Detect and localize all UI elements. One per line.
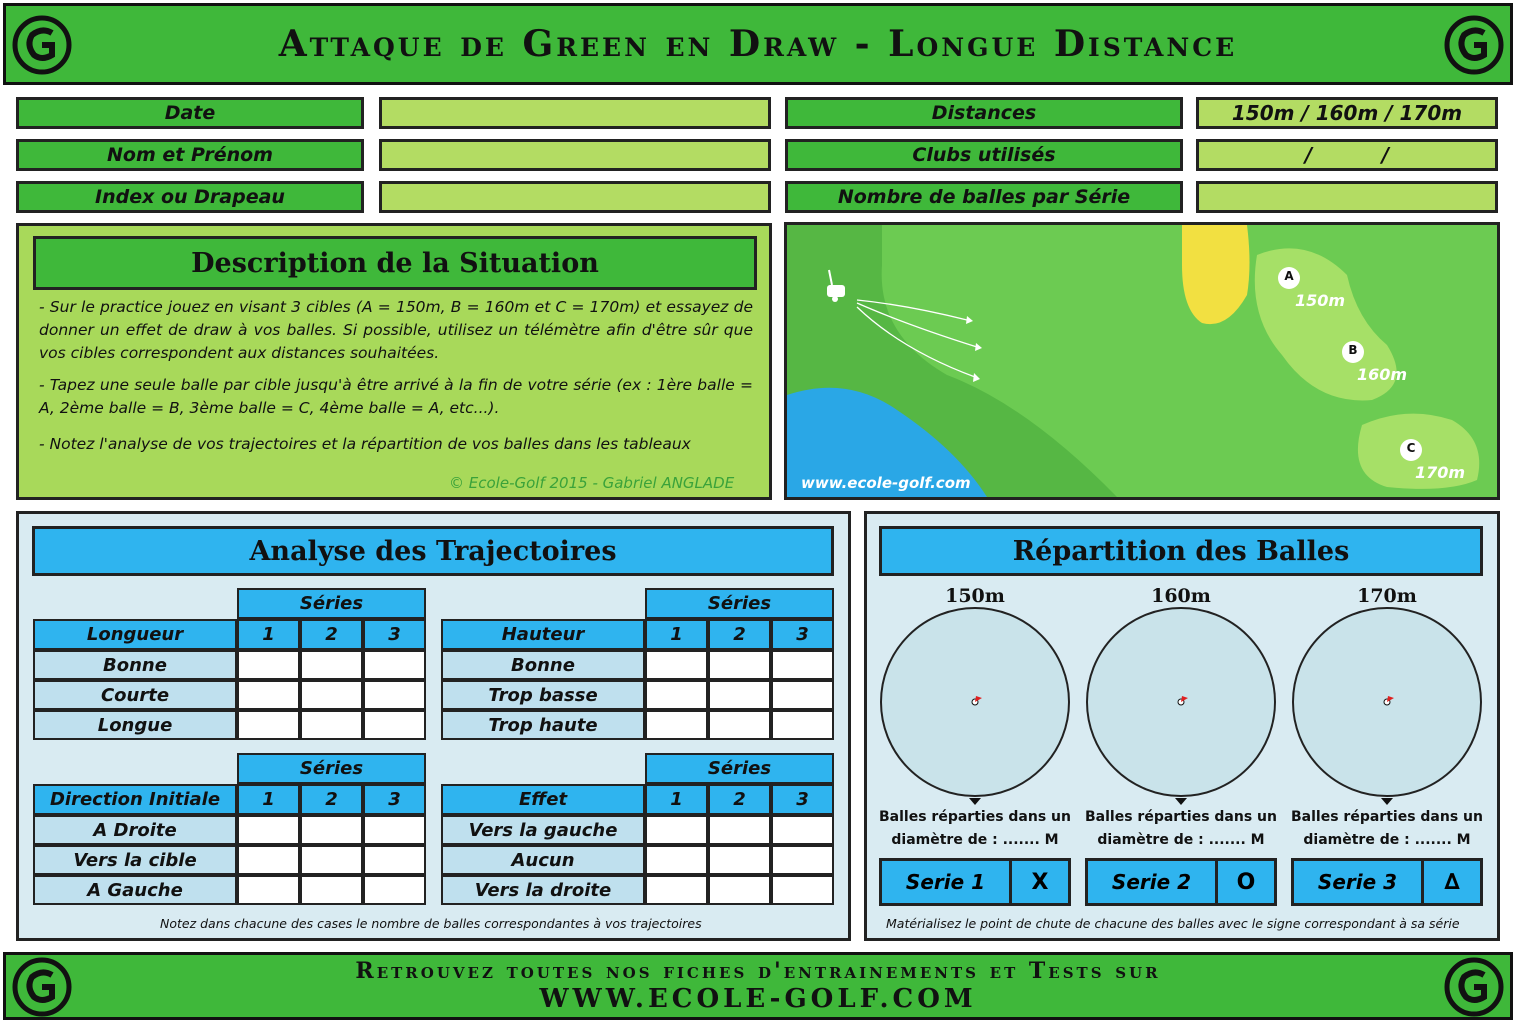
diameter-caption-line: diamètre de : ....... M [1097, 832, 1265, 848]
copyright-credit: © Ecole-Golf 2015 - Gabriel ANGLADE [449, 474, 735, 492]
tally-input-cell[interactable] [300, 680, 363, 710]
tally-input-cell[interactable] [771, 815, 834, 845]
diameter-caption [1287, 806, 1487, 852]
series-column-header: 3 [363, 784, 426, 815]
table-row-label: Vers la droite [441, 875, 645, 905]
tally-input-cell[interactable] [708, 680, 771, 710]
tally-input-cell[interactable] [237, 680, 300, 710]
series-symbol: ∆ [1444, 869, 1460, 895]
diameter-caption-line: Balles réparties dans un [1291, 809, 1483, 825]
tally-input-cell[interactable] [237, 815, 300, 845]
course-map-drawing [787, 225, 1497, 497]
landing-target-circle[interactable] [1081, 607, 1281, 807]
table-row-label: A Gauche [33, 875, 237, 905]
tally-input-cell[interactable] [645, 710, 708, 740]
series-column-header: 2 [300, 784, 363, 815]
table-header: Direction Initiale [33, 784, 237, 815]
tally-input-cell[interactable] [300, 845, 363, 875]
series-column-header: 3 [363, 619, 426, 650]
tally-input-cell[interactable] [363, 650, 426, 680]
landing-target-circle[interactable] [1287, 607, 1487, 807]
table-row-label: Trop basse [441, 680, 645, 710]
tally-input-cell[interactable] [363, 815, 426, 845]
tally-input-cell[interactable] [771, 650, 834, 680]
name-label: Nom et Prénom [16, 139, 364, 171]
table-row-label: Trop haute [441, 710, 645, 740]
tally-input-cell[interactable] [708, 650, 771, 680]
repartition-note: Matérialisez le point de chute de chacune des balles avec le signe correspondant à sa série [886, 916, 1460, 931]
series-column-header: 2 [708, 784, 771, 815]
target-distance-label: 170m [1357, 585, 1417, 607]
tally-input-cell[interactable] [771, 680, 834, 710]
tally-input-cell[interactable] [300, 875, 363, 905]
series-header: Séries [645, 753, 834, 784]
table-row-label: Aucun [441, 845, 645, 875]
series-header: Séries [237, 753, 426, 784]
footer-banner [3, 952, 1513, 1020]
table-row-label: Bonne [33, 650, 237, 680]
tally-input-cell[interactable] [708, 815, 771, 845]
golf-logo-icon [12, 15, 72, 75]
tally-input-cell[interactable] [237, 875, 300, 905]
series-symbol: O [1236, 869, 1256, 895]
series-symbol: X [1031, 869, 1049, 895]
table-row-label: Courte [33, 680, 237, 710]
title-banner [3, 3, 1513, 85]
map-website-url: www.ecole-golf.com [801, 474, 971, 492]
series-column-header: 3 [771, 619, 834, 650]
target-distance-label: 160m [1151, 585, 1211, 607]
tally-input-cell[interactable] [771, 845, 834, 875]
index-label: Index ou Drapeau [16, 181, 364, 213]
description-paragraph: - Notez l'analyse de vos trajectoires et la répartition de vos balles dans les tableaux [39, 435, 691, 453]
diameter-caption-line: Balles réparties dans un [879, 809, 1071, 825]
table-header: Effet [441, 784, 645, 815]
tally-input-cell[interactable] [771, 875, 834, 905]
table-row-label: Longue [33, 710, 237, 740]
series-header: Séries [645, 588, 834, 619]
series-legend-box [1085, 858, 1277, 906]
table-row-label: Vers la gauche [441, 815, 645, 845]
tally-input-cell[interactable] [771, 710, 834, 740]
date-label: Date [16, 97, 364, 129]
description-paragraph: - Tapez une seule balle par cible jusqu'à être arrivé à la fin de votre série (ex : 1ère balle = A, 2ème balle = B, 3ème balle = C, 4ème balle = A, etc...). [39, 376, 753, 417]
clubs-label: Clubs utilisés [785, 139, 1183, 171]
footer-website-link[interactable]: WWW.ECOLE-GOLF.COM [539, 984, 977, 1014]
series-column-header: 1 [237, 784, 300, 815]
footer-line1: Retrouvez toutes nos fiches d'entrainements et Tests sur [355, 958, 1161, 984]
golf-logo-icon [12, 957, 72, 1017]
balls-per-series-label: Nombre de balles par Série [785, 181, 1183, 213]
target-b-distance: 160m [1357, 365, 1408, 384]
table-header: Longueur [33, 619, 237, 650]
series-legend-box [879, 858, 1071, 906]
tally-input-cell[interactable] [363, 845, 426, 875]
tally-input-cell[interactable] [645, 875, 708, 905]
tally-input-cell[interactable] [363, 875, 426, 905]
date-field[interactable] [379, 97, 771, 129]
series-header: Séries [237, 588, 426, 619]
target-b-letter: B [1348, 343, 1358, 357]
diameter-caption [1081, 806, 1281, 852]
analysis-title: Analyse des Trajectoires [32, 526, 834, 576]
tally-input-cell[interactable] [237, 845, 300, 875]
analysis-note: Notez dans chacune des cases le nombre de balles correspondantes à vos trajectoires [160, 916, 702, 931]
table-row-label: Vers la cible [33, 845, 237, 875]
diameter-caption-line: diamètre de : ....... M [1303, 832, 1471, 848]
tally-input-cell[interactable] [708, 875, 771, 905]
tally-input-cell[interactable] [708, 710, 771, 740]
series-column-header: 1 [645, 784, 708, 815]
index-field[interactable] [379, 181, 771, 213]
target-c-distance: 170m [1415, 463, 1466, 482]
tally-input-cell[interactable] [645, 680, 708, 710]
series-column-header: 1 [237, 619, 300, 650]
series-name: Serie 3 [1294, 861, 1424, 903]
distances-value: 150m / 160m / 170m [1196, 97, 1498, 129]
tally-input-cell[interactable] [363, 680, 426, 710]
target-a-distance: 150m [1295, 291, 1346, 310]
target-a-letter: A [1284, 269, 1294, 283]
series-column-header: 2 [300, 619, 363, 650]
tally-input-cell[interactable] [300, 710, 363, 740]
series-legend-box [1291, 858, 1483, 906]
diameter-caption-line: diamètre de : ....... M [891, 832, 1059, 848]
name-field[interactable] [379, 139, 771, 171]
target-c-letter: C [1406, 441, 1416, 455]
diameter-caption [875, 806, 1075, 852]
description-title: Description de la Situation [33, 236, 757, 290]
tally-input-cell[interactable] [300, 815, 363, 845]
clubs-field[interactable]: / / [1196, 139, 1498, 171]
series-column-header: 2 [708, 619, 771, 650]
description-paragraph: - Sur le practice jouez en visant 3 cibles (A = 150m, B = 160m et C = 170m) et essayez de donner un effet de draw à vos balles. Si possible, utilisez un télémètre afin d'être sûr que vos cibles correspondent aux distances souhaitées. [39, 298, 753, 362]
course-map [784, 222, 1500, 500]
description-panel [16, 223, 772, 500]
distances-label: Distances [785, 97, 1183, 129]
tally-input-cell[interactable] [363, 710, 426, 740]
tally-input-cell[interactable] [237, 650, 300, 680]
tally-input-cell[interactable] [300, 650, 363, 680]
table-header: Hauteur [441, 619, 645, 650]
target-distance-label: 150m [945, 585, 1005, 607]
series-name: Serie 1 [882, 861, 1012, 903]
balls-per-series-field[interactable] [1196, 181, 1498, 213]
table-row-label: A Droite [33, 815, 237, 845]
repartition-title: Répartition des Balles [879, 526, 1483, 576]
tally-input-cell[interactable] [708, 845, 771, 875]
tally-input-cell[interactable] [645, 815, 708, 845]
table-row-label: Bonne [441, 650, 645, 680]
page-title: Attaque de Green en Draw - Longue Distance [278, 23, 1238, 65]
tally-input-cell[interactable] [237, 710, 300, 740]
tally-input-cell[interactable] [645, 845, 708, 875]
series-column-header: 3 [771, 784, 834, 815]
tally-input-cell[interactable] [645, 650, 708, 680]
series-name: Serie 2 [1088, 861, 1218, 903]
diameter-caption-line: Balles réparties dans un [1085, 809, 1277, 825]
series-column-header: 1 [645, 619, 708, 650]
golf-logo-icon [1444, 957, 1504, 1017]
golf-logo-icon [1444, 15, 1504, 75]
landing-target-circle[interactable] [875, 607, 1075, 807]
